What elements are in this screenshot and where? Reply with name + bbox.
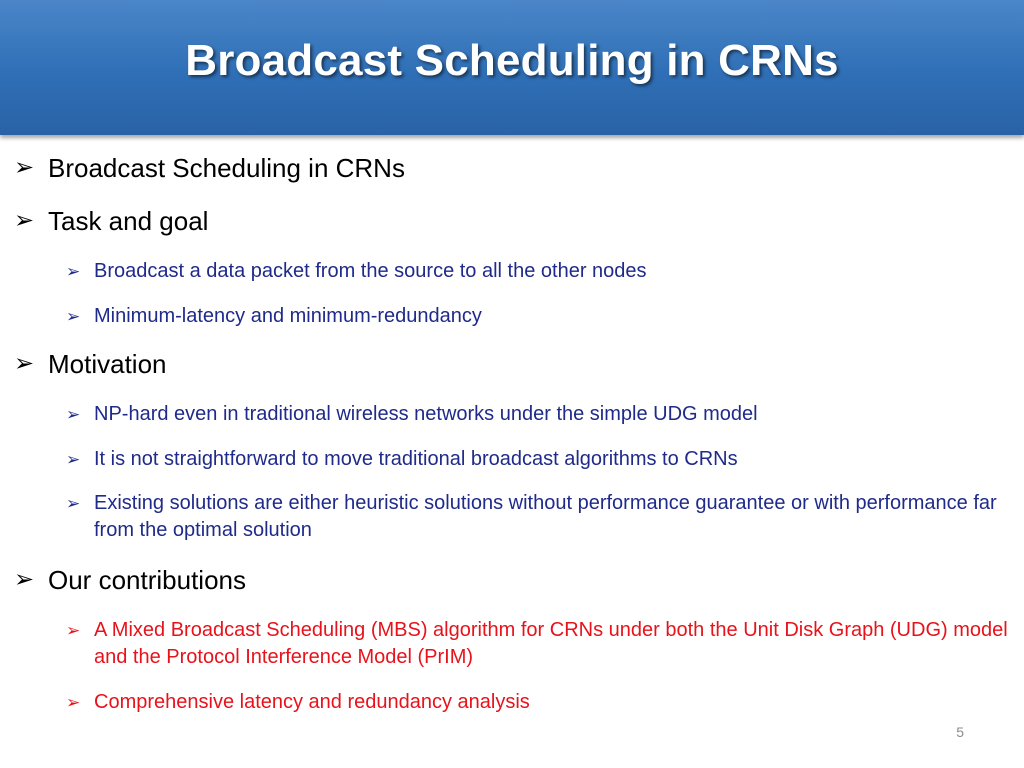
bullet-our-contributions bbox=[14, 564, 246, 596]
sub-bullet-not-straightforward bbox=[66, 446, 1011, 473]
arrow-bullet-icon: ➢ bbox=[66, 262, 81, 281]
arrow-bullet-icon: ➢ bbox=[66, 307, 81, 326]
sub-bullet-minimum-latency bbox=[66, 303, 1011, 330]
sub-bullet-text: NP-hard even in traditional wireless networks under the simple UDG model bbox=[94, 403, 758, 425]
arrow-bullet-icon: ➢ bbox=[66, 450, 81, 469]
sub-bullet-broadcast-packet bbox=[66, 258, 1011, 285]
arrow-bullet-icon: ➢ bbox=[66, 693, 81, 712]
sub-bullet-mbs-algorithm bbox=[66, 617, 1011, 671]
sub-bullet-text: Comprehensive latency and redundancy analysis bbox=[94, 691, 530, 713]
sub-bullet-latency-analysis bbox=[66, 689, 1011, 716]
sub-bullet-text: It is not straightforward to move traditional broadcast algorithms to CRNs bbox=[94, 448, 738, 470]
bullet-motivation bbox=[14, 348, 167, 380]
bullet-text: Task and goal bbox=[48, 206, 209, 236]
bullet-text: Motivation bbox=[48, 349, 167, 379]
page-number: 5 bbox=[956, 724, 964, 740]
sub-bullet-np-hard bbox=[66, 401, 1011, 428]
arrow-bullet-icon: ➢ bbox=[14, 154, 35, 181]
bullet-text: Broadcast Scheduling in CRNs bbox=[48, 153, 405, 183]
sub-bullet-text: Minimum-latency and minimum-redundancy bbox=[94, 305, 482, 327]
arrow-bullet-icon: ➢ bbox=[66, 405, 81, 424]
sub-bullet-text: Existing solutions are either heuristic solutions without performance guarantee or with performance far from the optimal solution bbox=[94, 492, 997, 541]
bullet-broadcast-scheduling bbox=[14, 152, 405, 184]
slide-title: Broadcast Scheduling in CRNs bbox=[185, 36, 839, 85]
bullet-task-and-goal bbox=[14, 205, 208, 237]
bullet-text: Our contributions bbox=[48, 565, 246, 595]
sub-bullet-text: A Mixed Broadcast Scheduling (MBS) algorithm for CRNs under both the Unit Disk Graph (UDG) model and the Protocol Interference Model (PrIM) bbox=[94, 619, 1008, 668]
sub-bullet-text: Broadcast a data packet from the source to all the other nodes bbox=[94, 260, 647, 282]
arrow-bullet-icon: ➢ bbox=[14, 207, 35, 234]
sub-bullet-existing-solutions bbox=[66, 490, 1011, 544]
arrow-bullet-icon: ➢ bbox=[66, 621, 81, 640]
arrow-bullet-icon: ➢ bbox=[14, 566, 35, 593]
arrow-bullet-icon: ➢ bbox=[14, 350, 35, 377]
arrow-bullet-icon: ➢ bbox=[66, 494, 81, 513]
